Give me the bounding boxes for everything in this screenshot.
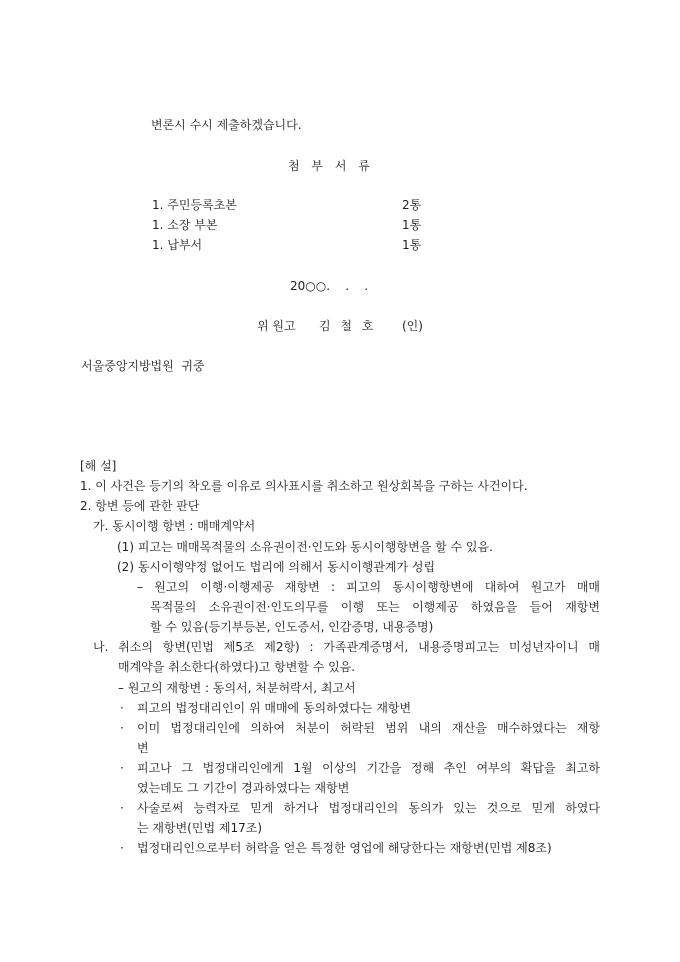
- section-na-rebuttal-title: – 원고의 재항변 : 동의서, 처분허락서, 최고서: [118, 681, 356, 695]
- attachment-item-label: 1. 납부서: [152, 238, 203, 252]
- rebuttal-bullet-line: 는 재항변(민법 제17조): [137, 821, 262, 835]
- court-addressee: 서울중앙지방법원 귀중: [81, 359, 205, 373]
- commentary-paragraph: 2. 항변 등에 관한 판단: [80, 499, 200, 513]
- attachment-item-count: 2통: [402, 198, 422, 212]
- commentary-heading: [해 설]: [80, 459, 117, 473]
- rebuttal-bullet-line: 피고의 법정대리인이 위 매매에 동의하였다는 재항변: [137, 701, 412, 715]
- section-na-line: 나. 취소의 항변(민법 제5조 제2항) : 가족관계증명서, 내용증명피고는 미성년자이니 매: [93, 640, 600, 654]
- bullet-marker: ·: [120, 721, 124, 735]
- document-date: 20○○. . .: [290, 279, 369, 293]
- attachment-item-count: 1통: [402, 238, 422, 252]
- submit-notice: 변론시 수시 제출하겠습니다.: [151, 118, 302, 132]
- rebuttal-bullet-line: 피고나 그 법정대리인에게 1월 이상의 기간을 정해 추인 여부의 확답을 최고하: [137, 761, 600, 775]
- bullet-marker: ·: [120, 801, 124, 815]
- signature-seal: (인): [402, 319, 423, 333]
- attachment-item-label: 1. 소장 부본: [152, 218, 218, 232]
- rebuttal-bullet-line: 법정대리인으로부터 허락을 얻은 특정한 영업에 해당한다는 재항변(민법 제8조): [137, 841, 552, 855]
- rebuttal-bullet-line: 사술로써 능력자로 믿게 하거나 법정대리인의 동의가 있는 것으로 믿게 하였다: [137, 801, 600, 815]
- section-ga-rebuttal-line: 할 수 있음(등기부등본, 인도증서, 인감증명, 내용증명): [150, 620, 434, 634]
- rebuttal-bullet-line: 이미 법정대리인에 의하여 처분이 허락된 범위 내의 재산을 매수하였다는 재항: [137, 721, 600, 735]
- section-ga-rebuttal-line: 목적물의 소유권이전·인도의무를 이행 또는 이행제공 하였음을 들어 재항변: [150, 600, 600, 614]
- bullet-marker: ·: [120, 841, 124, 855]
- commentary-paragraph: 1. 이 사건은 등기의 착오를 이유로 의사표시를 취소하고 원상회복을 구하는 사건이다.: [80, 479, 528, 493]
- bullet-marker: ·: [120, 701, 124, 715]
- bullet-marker: ·: [120, 761, 124, 775]
- attachments-heading: 첨 부 서 류: [288, 159, 370, 173]
- attachment-item-count: 1통: [402, 218, 422, 232]
- section-ga-title: 가. 동시이행 항변 : 매매계약서: [93, 519, 256, 533]
- signature-role: 위 원고: [257, 319, 296, 333]
- rebuttal-bullet-line: 였는데도 그 기간이 경과하였다는 재항변: [137, 781, 350, 795]
- section-ga-item: (1) 피고는 매매목적물의 소유권이전·인도와 동시이행항변을 할 수 있음.: [117, 540, 493, 554]
- signature-name: 김 철 호: [319, 319, 374, 333]
- section-ga-item: (2) 동시이행약정 없어도 법리에 의해서 동시이행관계가 성립: [117, 560, 436, 574]
- attachment-item-label: 1. 주민등록초본: [152, 198, 237, 212]
- section-ga-rebuttal-line: – 원고의 이행·이행제공 재항변 : 피고의 동시이행항변에 대하여 원고가 매매: [137, 580, 600, 594]
- section-na-line: 매계약을 취소한다(하였다)고 항변할 수 있음.: [118, 660, 356, 674]
- rebuttal-bullet-line: 변: [137, 741, 149, 755]
